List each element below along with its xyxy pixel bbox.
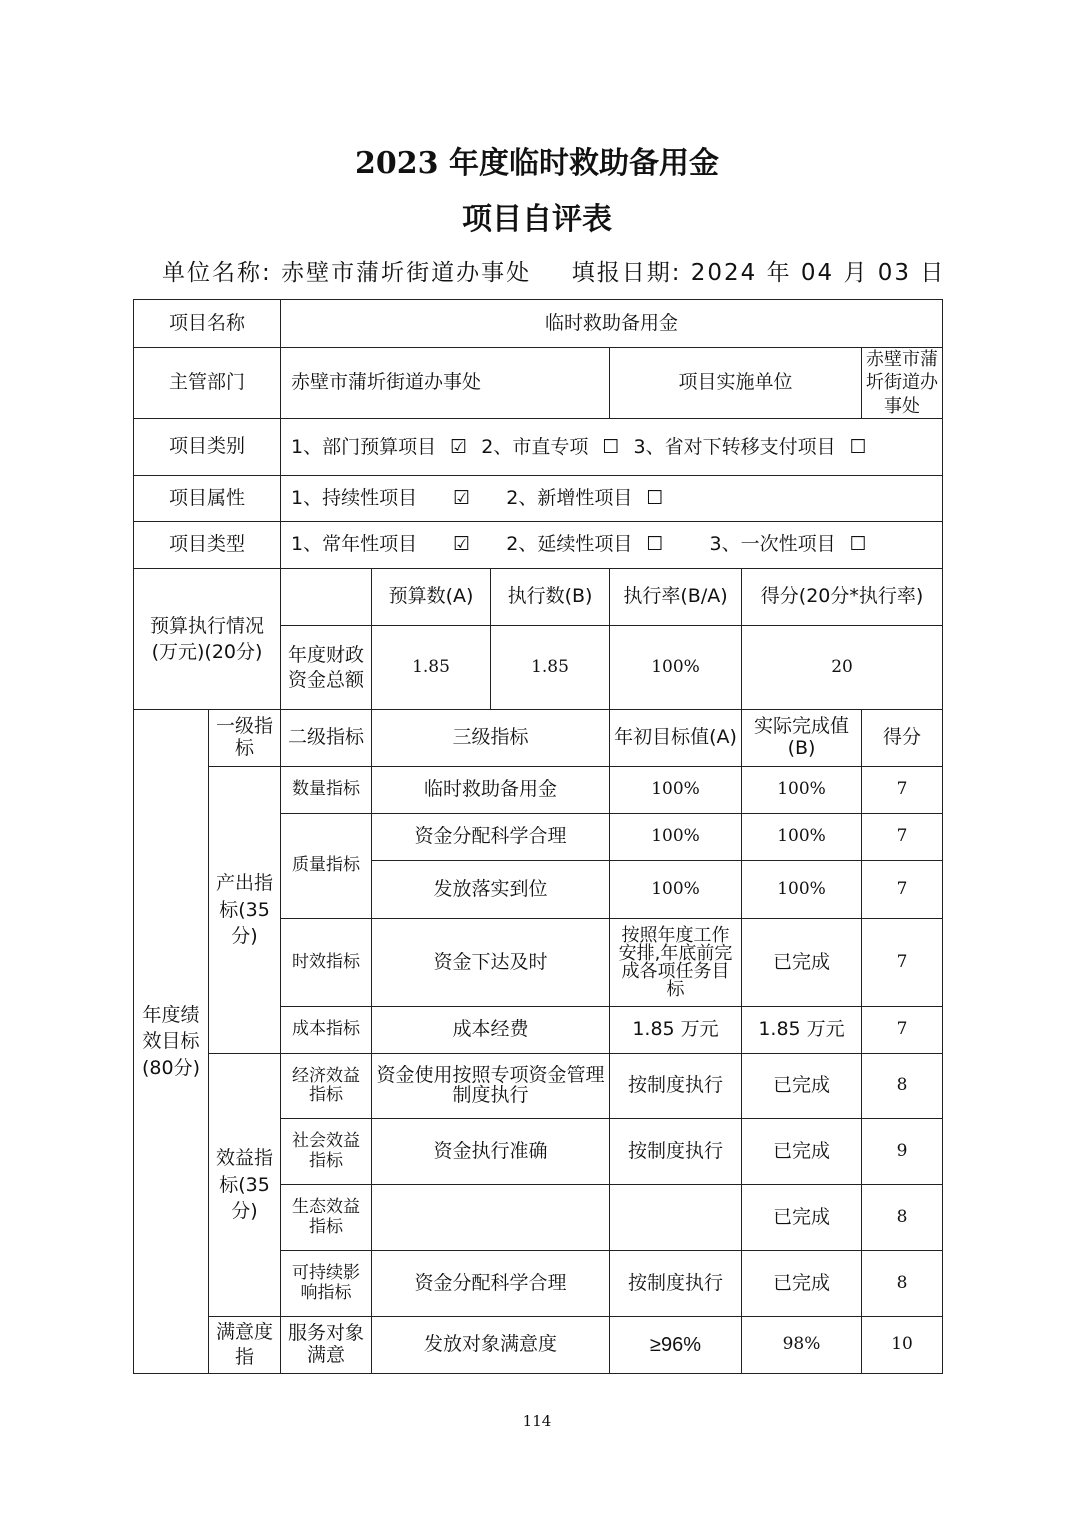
l3-cell: 发放对象满意度 — [372, 1317, 610, 1374]
row-project-name — [134, 300, 943, 348]
document-title: 2023 年度临时救助备用金 — [355, 146, 719, 181]
attr-options — [281, 476, 943, 522]
row-perf-header — [134, 710, 943, 767]
score-cell: 8 — [862, 1251, 943, 1317]
actual-cell: 1.85 万元 — [742, 1007, 862, 1054]
perf-h-level1: 一级指标 — [209, 710, 281, 767]
table-row — [134, 1054, 943, 1119]
category-opt3: 3、省对下转移支付项目 — [633, 435, 836, 458]
score-cell: 7 — [862, 767, 943, 814]
budget-score: 20 — [742, 626, 943, 710]
budget-col-a: 预算数(A) — [372, 569, 491, 626]
perf-h-level3: 三级指标 — [372, 710, 610, 767]
row-category — [134, 419, 943, 476]
page-number: 114 — [522, 1412, 552, 1430]
budget-col-b: 执行数(B) — [491, 569, 610, 626]
group-output: 产出指标(35分) — [209, 767, 281, 1054]
perf-label: 年度绩效目标(80分) — [134, 710, 209, 1374]
l3-cell: 发放落实到位 — [372, 861, 610, 919]
l2-cell: 数量指标 — [281, 767, 372, 814]
l2-cell: 生态效益指标 — [281, 1185, 372, 1251]
budget-a: 1.85 — [372, 626, 491, 710]
attr-opt2: 2、新增性项目 — [506, 486, 633, 509]
l2-cell: 可持续影响指标 — [281, 1251, 372, 1317]
target-cell: 按制度执行 — [610, 1251, 742, 1317]
l2-cell: 服务对象满意 — [281, 1317, 372, 1374]
actual-cell: 已完成 — [742, 1054, 862, 1119]
l3-cell: 资金执行准确 — [372, 1119, 610, 1185]
budget-col-rate: 执行率(B/A) — [610, 569, 742, 626]
l3-cell: 成本经费 — [372, 1007, 610, 1054]
row-attribute — [134, 476, 943, 522]
l3-cell: 资金分配科学合理 — [372, 814, 610, 861]
target-cell: 按照年度工作安排,年底前完成各项任务目标 — [610, 919, 742, 1007]
checkbox-checked-icon: ☑ — [453, 533, 471, 556]
checkbox-checked-icon: ☑ — [450, 435, 468, 458]
checkbox-empty-icon: ☐ — [849, 435, 867, 458]
dept-label: 主管部门 — [134, 348, 281, 419]
row-budget-header — [134, 569, 943, 626]
unit-date-line — [162, 254, 945, 287]
row-type — [134, 522, 943, 569]
perf-h-score: 得分 — [862, 710, 943, 767]
l2-cell: 时效指标 — [281, 919, 372, 1007]
type-label: 项目类型 — [134, 522, 281, 569]
attr-label: 项目属性 — [134, 476, 281, 522]
type-opt1: 1、常年性项目 — [291, 533, 418, 556]
checkbox-checked-icon: ☑ — [453, 486, 471, 509]
budget-row-label: 年度财政资金总额 — [281, 626, 372, 710]
unit-name: 赤壁市蒲圻街道办事处 — [281, 260, 532, 286]
group-satisfaction: 满意度指 — [209, 1317, 281, 1374]
type-opt3: 3、一次性项目 — [709, 533, 836, 556]
l3-cell: 资金下达及时 — [372, 919, 610, 1007]
category-opt1: 1、部门预算项目 — [291, 435, 437, 458]
actual-cell: 已完成 — [742, 1251, 862, 1317]
l2-cell: 社会效益指标 — [281, 1119, 372, 1185]
perf-h-actual: 实际完成值(B) — [742, 710, 862, 767]
target-cell: 按制度执行 — [610, 1054, 742, 1119]
row-department — [134, 348, 943, 419]
target-cell: 100% — [610, 767, 742, 814]
checkbox-empty-icon: ☐ — [849, 533, 867, 556]
score-cell: 8 — [862, 1185, 943, 1251]
table-row — [134, 767, 943, 814]
target-cell: 100% — [610, 814, 742, 861]
impl-label: 项目实施单位 — [610, 348, 862, 419]
budget-b: 1.85 — [491, 626, 610, 710]
l3-cell: 资金使用按照专项资金管理制度执行 — [372, 1054, 610, 1119]
l2-cell: 质量指标 — [281, 814, 372, 919]
budget-label: 预算执行情况(万元)(20分) — [134, 569, 281, 710]
actual-cell: 已完成 — [742, 1185, 862, 1251]
l3-cell — [372, 1185, 610, 1251]
checkbox-empty-icon: ☐ — [646, 533, 664, 556]
date-label: 填报日期: — [571, 260, 682, 286]
budget-empty-cell — [281, 569, 372, 626]
budget-rate: 100% — [610, 626, 742, 710]
score-cell: 9 — [862, 1119, 943, 1185]
score-cell: 7 — [862, 861, 943, 919]
group-benefit: 效益指标(35分) — [209, 1054, 281, 1317]
dept-value: 赤壁市蒲圻街道办事处 — [281, 348, 610, 419]
type-opt2: 2、延续性项目 — [506, 533, 633, 556]
actual-cell: 100% — [742, 861, 862, 919]
checkbox-empty-icon: ☐ — [646, 486, 664, 509]
date-value: 2024 年 04 月 03 日 — [690, 260, 946, 286]
score-cell: 8 — [862, 1054, 943, 1119]
project-name-label: 项目名称 — [134, 300, 281, 348]
evaluation-table — [133, 299, 943, 1374]
actual-cell: 100% — [742, 767, 862, 814]
actual-cell: 100% — [742, 814, 862, 861]
impl-value: 赤壁市蒲圻街道办事处 — [862, 348, 943, 419]
score-cell: 7 — [862, 919, 943, 1007]
perf-h-target: 年初目标值(A) — [610, 710, 742, 767]
target-cell — [610, 1185, 742, 1251]
l3-cell: 资金分配科学合理 — [372, 1251, 610, 1317]
category-opt2: 2、市直专项 — [481, 435, 589, 458]
actual-cell: 已完成 — [742, 919, 862, 1007]
target-cell: 100% — [610, 861, 742, 919]
target-cell: 按制度执行 — [610, 1119, 742, 1185]
score-cell: 7 — [862, 814, 943, 861]
actual-cell: 98% — [742, 1317, 862, 1374]
target-cell: ≥96% — [610, 1317, 742, 1374]
score-cell: 7 — [862, 1007, 943, 1054]
score-cell: 10 — [862, 1317, 943, 1374]
budget-col-score: 得分(20分*执行率) — [742, 569, 943, 626]
target-cell: 1.85 万元 — [610, 1007, 742, 1054]
l2-cell: 经济效益指标 — [281, 1054, 372, 1119]
document-subtitle: 项目自评表 — [462, 202, 612, 237]
project-name-value: 临时救助备用金 — [281, 300, 943, 348]
l2-cell: 成本指标 — [281, 1007, 372, 1054]
attr-opt1: 1、持续性项目 — [291, 486, 418, 509]
category-options — [281, 419, 943, 476]
checkbox-empty-icon: ☐ — [602, 435, 620, 458]
perf-h-level2: 二级指标 — [281, 710, 372, 767]
table-row — [134, 1317, 943, 1374]
actual-cell: 已完成 — [742, 1119, 862, 1185]
type-options — [281, 522, 943, 569]
l3-cell: 临时救助备用金 — [372, 767, 610, 814]
category-label: 项目类别 — [134, 419, 281, 476]
unit-label: 单位名称: — [162, 260, 272, 286]
